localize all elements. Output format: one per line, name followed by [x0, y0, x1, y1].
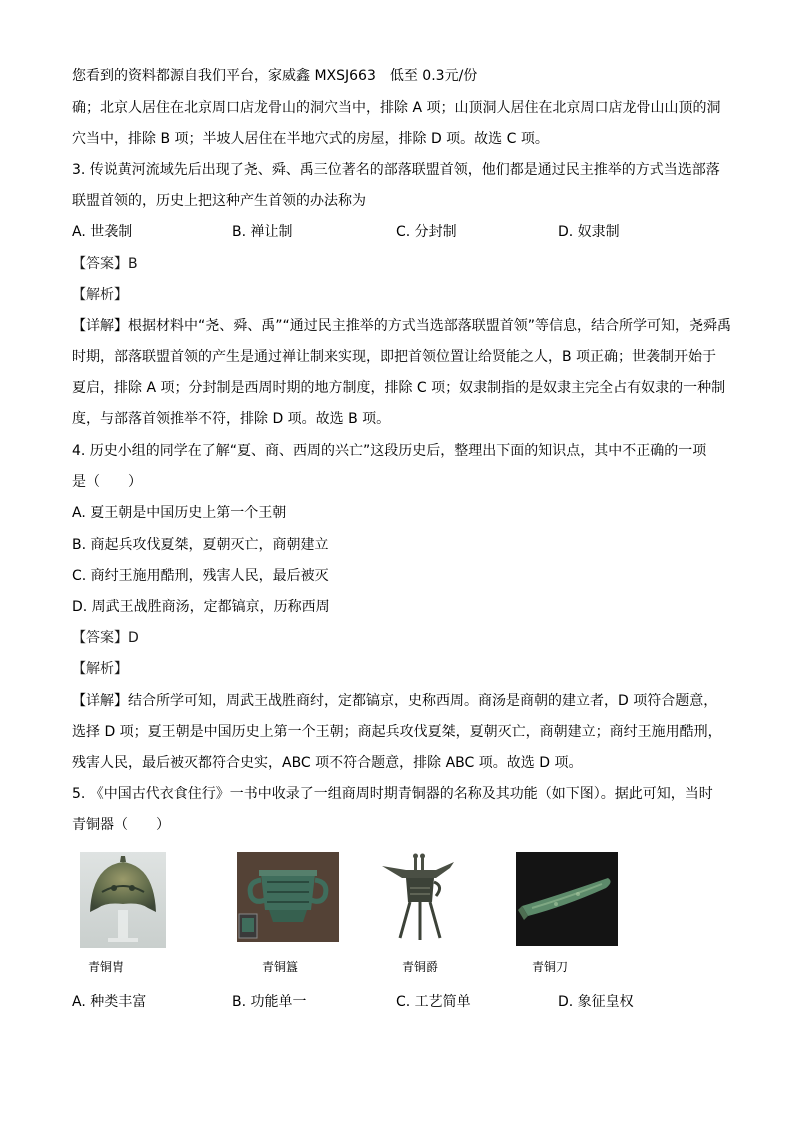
bronze-knife-image	[516, 852, 618, 946]
bronze-jue-cup-image	[380, 852, 456, 942]
q4-detail-line-2: 选择 D 项；夏王朝是中国历史上第一个王朝；商起兵攻伐夏桀，夏朝灭亡，商朝建立；商纣王施用酷刑，	[72, 724, 722, 740]
caption-knife: 青铜刀	[532, 960, 569, 974]
q3-analysis-label: 【解析】	[72, 287, 128, 303]
q2-text-line-2: 穴当中，排除 B 项；半坡人居住在半地穴式的房屋，排除 D 项。故选 C 项。	[72, 131, 549, 147]
q4-stem-line-2: 是（ ）	[72, 474, 142, 490]
q3-detail-line-1: 【详解】根据材料中“尧、舜、禹”“通过民主推举的方式当选部落联盟首领”等信息，结合所学可知，尧舜禹	[72, 318, 732, 334]
q3-detail-line-3: 夏启，排除 A 项；分封制是西周时期的地方制度，排除 C 项；奴隶制指的是奴隶主完全占有奴隶的一种制	[72, 380, 726, 396]
q3-option-d: D. 奴隶制	[558, 224, 620, 240]
q5-option-d: D. 象征皇权	[558, 994, 634, 1010]
q3-option-b: B. 禅让制	[232, 224, 293, 240]
caption-helmet: 青铜胄	[88, 960, 125, 974]
q3-detail-line-2: 时期，部落联盟首领的产生是通过禅让制来实现，即把首领位置让给贤能之人，B 项正确；世袭制开始于	[72, 349, 717, 365]
q4-option-c: C. 商纣王施用酷刑，残害人民，最后被灭	[72, 568, 329, 584]
q5-stem-line-1: 5. 《中国古代衣食住行》一书中收录了一组商周时期青铜器的名称及其功能（如下图）。据此可知，当时	[72, 786, 713, 802]
source-header: 您看到的资料都源自我们平台，家威鑫 MXSJ663 低至 0.3元/份	[72, 68, 478, 84]
q4-analysis-label: 【解析】	[72, 661, 128, 677]
q3-option-a: A. 世袭制	[72, 224, 133, 240]
q5-stem-line-2: 青铜器（ ）	[72, 817, 170, 833]
q5-option-b: B. 功能单一	[232, 994, 307, 1010]
q4-detail-line-3: 残害人民，最后被灭都符合史实，ABC 项不符合题意，排除 ABC 项。故选 D 项。	[72, 755, 583, 771]
q4-option-d: D. 周武王战胜商汤，定都镐京，历称西周	[72, 599, 330, 615]
q2-text-line-1: 确；北京人居住在北京周口店龙骨山的洞穴当中，排除 A 项；山顶洞人居住在北京周口店龙骨山山顶的洞	[72, 100, 721, 116]
caption-jue: 青铜爵	[402, 960, 439, 974]
q4-stem-line-1: 4. 历史小组的同学在了解“夏、商、西周的兴亡”这段历史后，整理出下面的知识点，其中不正确的一项	[72, 443, 707, 459]
q5-option-c: C. 工艺简单	[396, 994, 471, 1010]
q3-stem-line-2: 联盟首领的，历史上把这种产生首领的办法称为	[72, 193, 366, 209]
q4-detail-line-1: 【详解】结合所学可知，周武王战胜商纣，定都镐京，史称西周。商汤是商朝的建立者，D 项符合题意，	[72, 693, 718, 709]
q3-detail-line-4: 度，与部落首领推举不符，排除 D 项。故选 B 项。	[72, 411, 391, 427]
caption-gui: 青铜簋	[262, 960, 299, 974]
bronze-gui-vessel-image	[237, 852, 339, 942]
q3-option-c: C. 分封制	[396, 224, 457, 240]
q3-answer: 【答案】B	[72, 256, 138, 272]
bronze-helmet-image	[80, 852, 166, 948]
q3-stem-line-1: 3. 传说黄河流域先后出现了尧、舜、禹三位著名的部落联盟首领，他们都是通过民主推举的方式当选部落	[72, 162, 720, 178]
q5-option-a: A. 种类丰富	[72, 994, 147, 1010]
q4-option-a: A. 夏王朝是中国历史上第一个王朝	[72, 505, 287, 521]
q4-option-b: B. 商起兵攻伐夏桀，夏朝灭亡，商朝建立	[72, 537, 329, 553]
q4-answer: 【答案】D	[72, 630, 139, 646]
